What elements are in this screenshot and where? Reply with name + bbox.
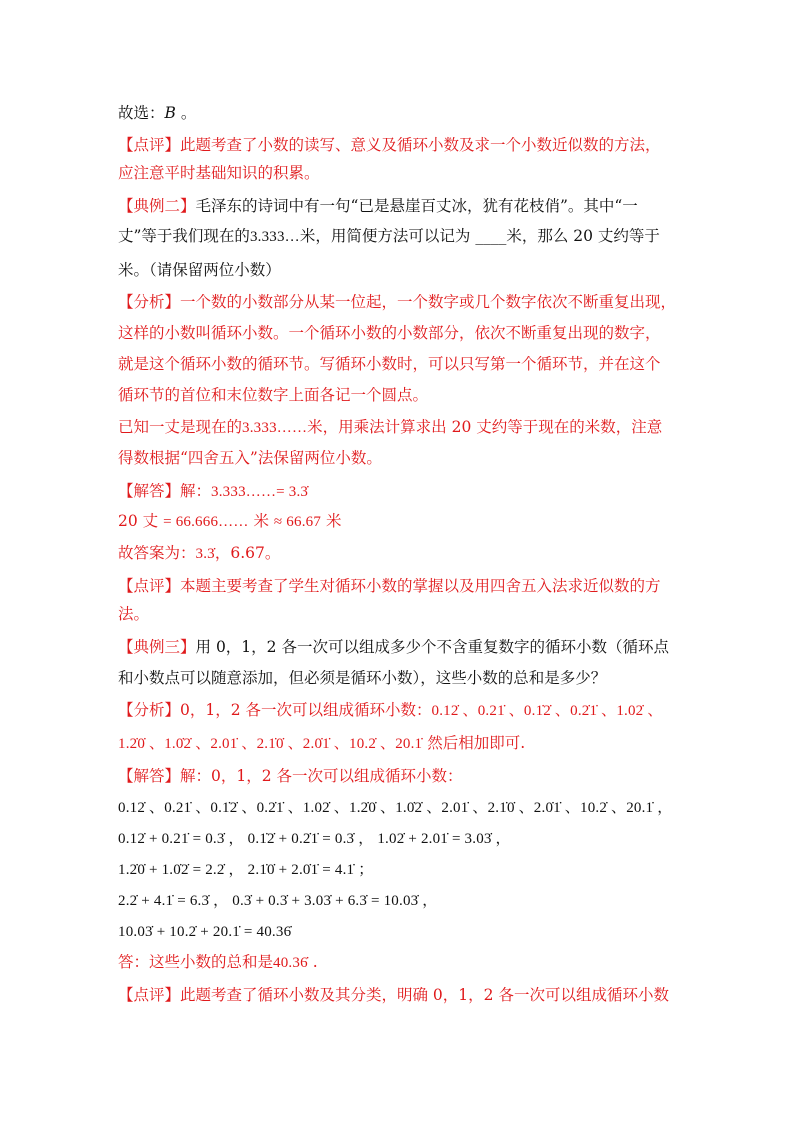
text-run: 。 [175,104,197,122]
text-line-l14 [118,511,341,531]
text-run: 米 [248,512,274,530]
text-run: 用 0，1，2 各一次可以组成多少个不含重复数字的循环小数（循环点 [195,638,669,656]
text-run: 故答案为： [118,544,196,562]
text-line-l15 [118,543,280,563]
text-run: 和小数点可以随意添加，但必须是循环小数），这些小数的总和是多少？ [118,669,607,687]
text-run: ，6.67。 [214,544,281,562]
text-run: 应注意平时基础知识的积累。 [118,164,320,182]
math-expression: 1.2̇0̇ + 1.0̇2̇ = 2.2̇ ， 2.1̇0̇ + 2.0̇1̇ = 4.1̇ ； [118,862,374,878]
text-run: 【点评】本题主要考查了学生对循环小数的掌握以及用四舍五入法求近似数的方 [118,577,661,595]
math-expression: 3.3̇ [195,546,215,562]
text-line-l08 [118,323,661,343]
text-run: 【解答】解： [118,482,212,500]
text-run: 【点评】此题考查了小数的读写、意义及循环小数及求一个小数近似数的方法， [118,136,661,154]
text-run: 然后相加即可. [422,734,526,752]
text-line-l01 [118,103,196,123]
text-line-l27 [118,921,291,941]
text-line-l25 [118,859,373,879]
math-expression: 40.36̇ [273,955,308,971]
math-expression: 0.12̇ + 0.21̇ = 0.3̇ ， 0.1̇2̇ + 0.2̇1̇ = 0.3̇ ， 1.02̇ + 2.01̇ = 3.03̇ ， [118,831,511,847]
text-run: 已知一丈是现在的 [118,418,243,436]
text-line-l12 [118,448,382,468]
text-line-l16 [118,576,661,596]
text-run: 米 [321,512,342,530]
text-run: 法。 [118,605,150,623]
text-line-l21 [118,733,525,753]
text-run: 循环节的首位和末位数字上面各记一个圆点。 [118,386,429,404]
section-tag: 【典例二】 [118,197,196,215]
text-line-l06 [118,260,281,280]
text-line-l09 [118,354,661,374]
text-run: 丈”等于我们现在的 [118,227,250,245]
math-expression: 1.2̇0̇ 、1.0̇2̇ 、2.01̇ 、2.1̇0̇ 、2.0̇1̇ 、10.2̇ 、20.1̇ [118,736,423,752]
text-run: . [307,953,318,971]
text-line-l10 [118,385,428,405]
math-expression: ≈ 66.67 [273,514,322,530]
math-expression: 0.12̇ 、0.21̇ 、0.1̇2̇ 、0.2̇1̇ 、1.02̇ 、 [431,703,663,719]
math-expression: = 66.666…… [163,514,249,530]
text-line-l11 [118,417,662,437]
math-expression: 3.333…… [242,420,308,436]
text-run: 20 丈 [118,512,164,530]
text-line-l23 [118,797,672,817]
text-line-l13 [118,481,308,501]
text-run: 就是这个循环小数的循环节。写循环小数时，可以只写第一个循环节，并在这个 [118,355,661,373]
text-line-l26 [118,890,438,910]
text-run: 【点评】此题考查了循环小数及其分类，明确 0，1，2 各一次可以组成循环小数 [118,986,669,1004]
text-run: 答：这些小数的总和是 [118,953,274,971]
text-line-l18 [118,637,669,657]
text-line-l02 [118,135,661,155]
text-run: 【分析】0，1，2 各一次可以组成循环小数： [118,701,432,719]
text-line-l04 [118,196,638,216]
text-line-l24 [118,828,511,848]
text-run: 米，用简便方法可以记为 ____米，那么 20 丈约等于 [299,227,660,245]
text-line-l28 [118,952,318,972]
text-line-l03 [118,163,320,183]
math-expression: 10.03̇ + 10.2̇ + 20.1̇ = 40.36̇ [118,924,292,940]
text-run: 【分析】一个数的小数部分从某一位起，一个数字或几个数字依次不断重复出现， [118,293,677,311]
text-run: 【解答】解：0，1，2 各一次可以组成循环小数： [118,767,463,785]
math-expression: 3.333……= 3.3̇ [211,484,309,500]
text-line-l29 [118,985,669,1005]
math-expression: 0.12̇ 、0.21̇ 、0.1̇2̇ 、0.2̇1̇ 、1.02̇ 、1.2̇0̇ 、1.0̇2̇ 、2.01̇ 、2.1̇0̇ 、2.0̇1̇ 、10.2̇ 、20.1̇ ， [118,800,673,816]
math-expression: 2.2̇ + 4.1̇ = 6.3̇ ， 0.3̇ + 0.3̇ + 3.03̇ + 6.3̇ = 10.03̇ ， [118,893,438,909]
math-expression: 3.333… [249,229,300,245]
text-line-l17 [118,604,149,624]
text-run: 米，用乘法计算求出 20 丈约等于现在的米数，注意 [307,418,663,436]
text-line-l20 [118,700,663,720]
text-run: 毛泽东的诗词中有一句“已是悬崖百丈冰，犹有花枝俏”。其中“一 [195,197,638,215]
section-tag: 【典例三】 [118,638,196,656]
text-line-l22 [118,766,463,786]
text-line-l05 [118,226,660,246]
text-run: B [164,104,176,122]
text-run: 米。（请保留两位小数） [118,261,281,279]
text-run: 得数根据“四舍五入”法保留两位小数。 [118,449,382,467]
text-run: 这样的小数叫循环小数。一个循环小数的小数部分，依次不断重复出现的数字， [118,324,661,342]
text-line-l07 [118,292,676,312]
text-run: 故选： [118,104,165,122]
text-line-l19 [118,668,606,688]
